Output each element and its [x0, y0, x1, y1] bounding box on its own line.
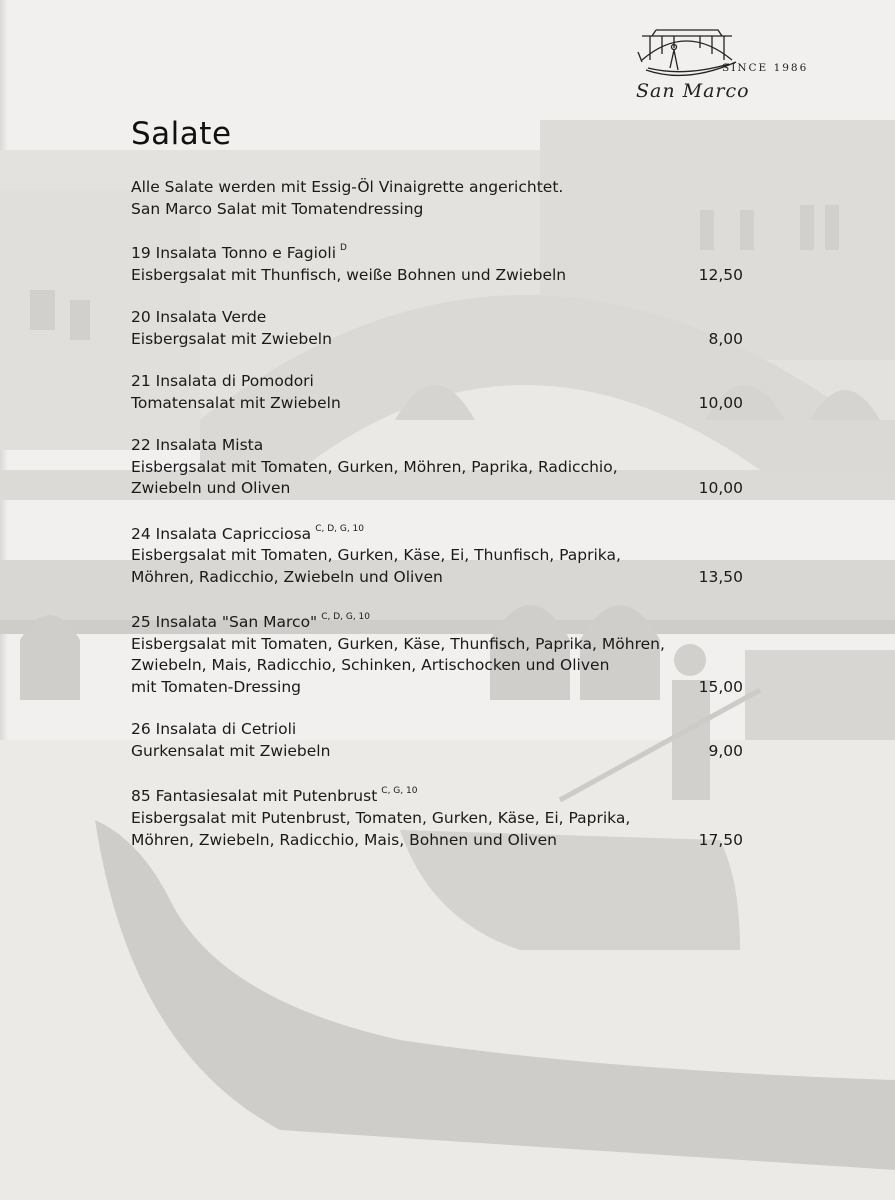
- item-name: 85 Fantasiesalat mit Putenbrust $^{C, G, 10}$: [131, 786, 418, 806]
- item-allergens: C, G, 10: [381, 786, 418, 797]
- item-description: Eisbergsalat mit Tomaten, Gurken, Käse, Thunfisch, Paprika, Möhren, Zwiebeln, Mais, Radicchio, Schinken, Artischocken und Oliven mit Tomaten-Dressing: [131, 634, 665, 696]
- item-description: Eisbergsalat mit Zwiebeln: [131, 329, 332, 348]
- item-name: 22 Insalata Mista: [131, 436, 264, 455]
- logo-since-text: SINCE 1986: [722, 62, 809, 74]
- item-name: 25 Insalata "San Marco" $^{C, D, G, 10}$: [131, 612, 370, 632]
- intro-line: Alle Salate werden mit Essig-Öl Vinaigrette angerichtet.: [131, 178, 564, 196]
- section-intro: [131, 177, 563, 220]
- menu-list: [131, 240, 746, 872]
- item-price: 10,00: [698, 393, 743, 412]
- item-allergens: D: [340, 243, 347, 253]
- item-price: 10,00: [698, 479, 743, 498]
- intro-line: San Marco Salat mit Tomatendressing: [131, 199, 424, 218]
- item-allergens: C, D, G, 10: [315, 523, 364, 534]
- logo-name-text: San Marco: [636, 80, 750, 102]
- menu-item: [131, 240, 746, 286]
- item-description: Tomatensalat mit Zwiebeln: [131, 393, 341, 412]
- item-name: 21 Insalata di Pomodori: [131, 372, 314, 391]
- item-price: 8,00: [708, 329, 743, 348]
- item-description: Eisbergsalat mit Thunfisch, weiße Bohnen und Zwiebeln: [131, 265, 567, 284]
- menu-item: [131, 371, 746, 414]
- section-title: Salate: [131, 116, 232, 152]
- item-name: 19 Insalata Tonno e Fagioli $^D$: [131, 243, 347, 263]
- item-name: 24 Insalata Capricciosa $^{C, D, G, 10}$: [131, 523, 364, 543]
- item-price: 9,00: [708, 741, 743, 760]
- san-marco-logo: [634, 22, 810, 104]
- item-price: 13,50: [698, 567, 743, 586]
- item-description: Eisbergsalat mit Tomaten, Gurken, Möhren, Paprika, Radicchio, Zwiebeln und Oliven: [131, 457, 618, 498]
- item-price: 15,00: [698, 677, 743, 696]
- menu-item: [131, 521, 746, 589]
- item-price: 17,50: [698, 830, 743, 849]
- menu-item: [131, 609, 746, 698]
- item-description: Eisbergsalat mit Tomaten, Gurken, Käse, Ei, Thunfisch, Paprika, Möhren, Radicchio, Zwiebeln und Oliven: [131, 546, 621, 586]
- menu-item: [131, 783, 746, 851]
- menu-item: [131, 307, 746, 350]
- item-name: 26 Insalata di Cetrioli: [131, 720, 297, 739]
- item-allergens: C, D, G, 10: [321, 612, 370, 623]
- item-price: 12,50: [698, 265, 743, 284]
- menu-item: [131, 435, 746, 500]
- item-description: Eisbergsalat mit Putenbrust, Tomaten, Gurken, Käse, Ei, Paprika, Möhren, Zwiebeln, Radicchio, Mais, Bohnen und Oliven: [131, 809, 631, 849]
- menu-item: [131, 719, 746, 762]
- item-name: 20 Insalata Verde: [131, 308, 267, 327]
- item-description: Gurkensalat mit Zwiebeln: [131, 741, 331, 760]
